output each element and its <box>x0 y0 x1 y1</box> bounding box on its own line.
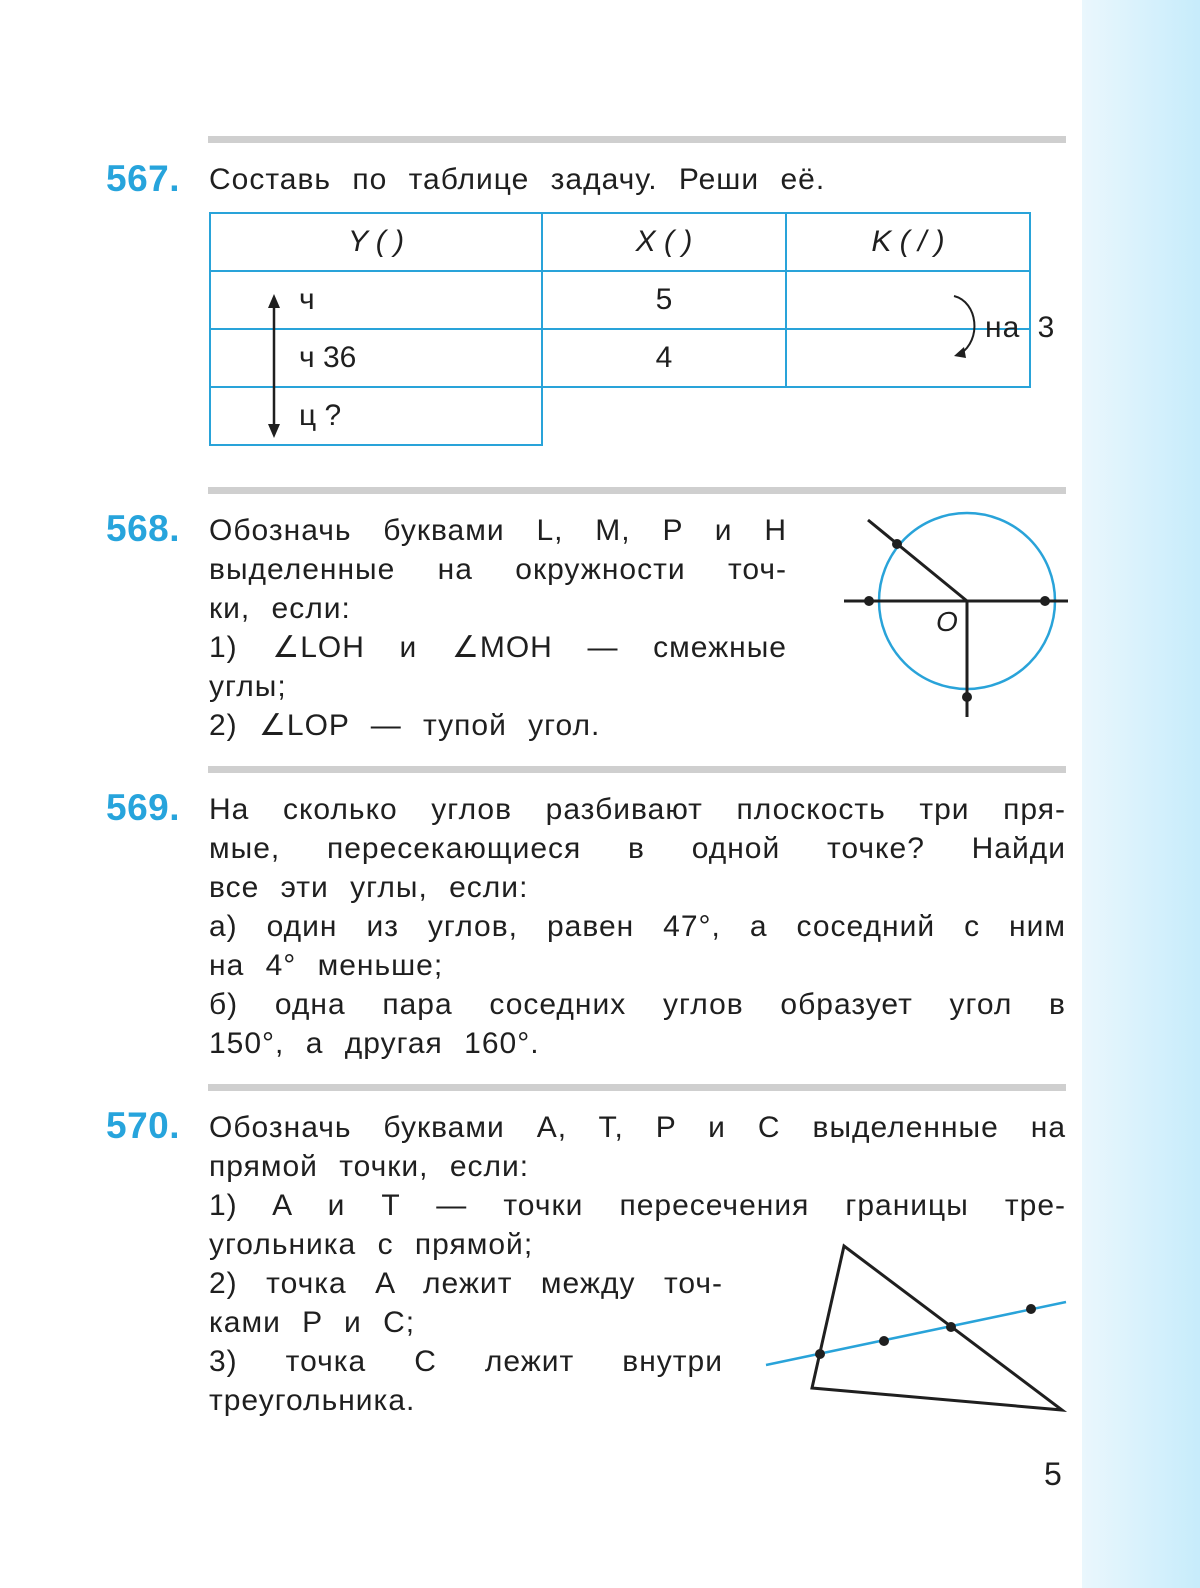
table-row <box>210 271 1030 329</box>
table-cell: ч 36 <box>210 329 542 387</box>
text-line: углы; <box>209 670 287 703</box>
table-header-cell: X ( ) <box>542 213 786 271</box>
page-side-strip <box>1082 0 1200 1588</box>
text-line: треугольника. <box>209 1384 416 1417</box>
straight-line <box>766 1302 1066 1365</box>
table-row <box>210 387 1030 445</box>
task-570-number: 570. <box>106 1105 181 1146</box>
text-line: б) одна пара соседних углов образует угол в <box>209 988 1066 1021</box>
text-line: 2) ∠LOP — тупой угол. <box>209 709 601 742</box>
text-line: ками P и C; <box>209 1306 416 1339</box>
text-line: прямой точки, если: <box>209 1150 530 1183</box>
task-568-number: 568. <box>106 508 181 549</box>
text-line: ки, если: <box>209 592 351 625</box>
curved-arrow-icon <box>948 292 988 364</box>
text-line: 3) точка C лежит внутри <box>209 1345 723 1378</box>
table-cell: 5 <box>542 271 786 329</box>
text-line: 1) ∠LOH и ∠MOH — смежные <box>209 631 787 664</box>
table-header-cell: K ( / ) <box>786 213 1030 271</box>
text-line: 150°, а другая 160°. <box>209 1027 540 1060</box>
text-line: а) один из углов, равен 47°, а соседний с ним <box>209 910 1066 943</box>
triangle-figure <box>760 1240 1070 1420</box>
point-marker <box>815 1349 825 1359</box>
text-line: Обозначь буквами L, M, P и H <box>209 514 787 547</box>
point-marker <box>1026 1304 1036 1314</box>
table-cell: 4 <box>542 329 786 387</box>
table-header-cell: Y ( ) <box>210 213 542 271</box>
oblique-ray <box>868 520 967 601</box>
text-line: на 4° меньше; <box>209 949 444 982</box>
point-marker <box>892 539 902 549</box>
section-rule <box>208 1084 1066 1091</box>
table-empty-cell <box>786 387 1030 445</box>
text-line: выделенные на окружности точ- <box>209 553 787 586</box>
table-empty-cell <box>542 387 786 445</box>
table-row <box>210 329 1030 387</box>
double-arrow-icon <box>262 292 286 442</box>
section-rule <box>208 136 1066 143</box>
table-cell: ч <box>210 271 542 329</box>
text-line: угольника с прямой; <box>209 1228 534 1261</box>
task-569-text <box>209 790 1066 1063</box>
section-rule <box>208 487 1066 494</box>
text-line: 1) A и T — точки пересечения границы тре- <box>209 1189 1066 1222</box>
table-cell: ц ? <box>210 387 542 445</box>
text-line: 2) точка A лежит между точ- <box>209 1267 723 1300</box>
point-marker <box>946 1322 956 1332</box>
task-568-text <box>209 511 787 745</box>
task-569-number: 569. <box>106 787 181 828</box>
text-line: Обозначь буквами A, T, P и C выделенные на <box>209 1111 1066 1144</box>
point-marker <box>879 1336 889 1346</box>
text-line: мые, пересекающиеся в одной точке? Найди <box>209 832 1066 865</box>
point-marker <box>962 692 972 702</box>
task-567-table <box>209 212 1031 446</box>
circle-figure <box>840 515 1080 725</box>
center-label: O <box>936 606 958 637</box>
task-567-number: 567. <box>106 158 181 199</box>
point-marker <box>864 596 874 606</box>
text-line: все эти углы, если: <box>209 871 529 904</box>
task-567-text: Составь по таблице задачу. Реши её. <box>209 163 826 196</box>
section-rule <box>208 766 1066 773</box>
annotation-text: на 3 <box>985 311 1056 344</box>
table-header-row <box>210 213 1030 271</box>
text-line: На сколько углов разбивают плоскость три пря- <box>209 793 1066 826</box>
page-number: 5 <box>1044 1456 1062 1492</box>
point-marker <box>1040 596 1050 606</box>
